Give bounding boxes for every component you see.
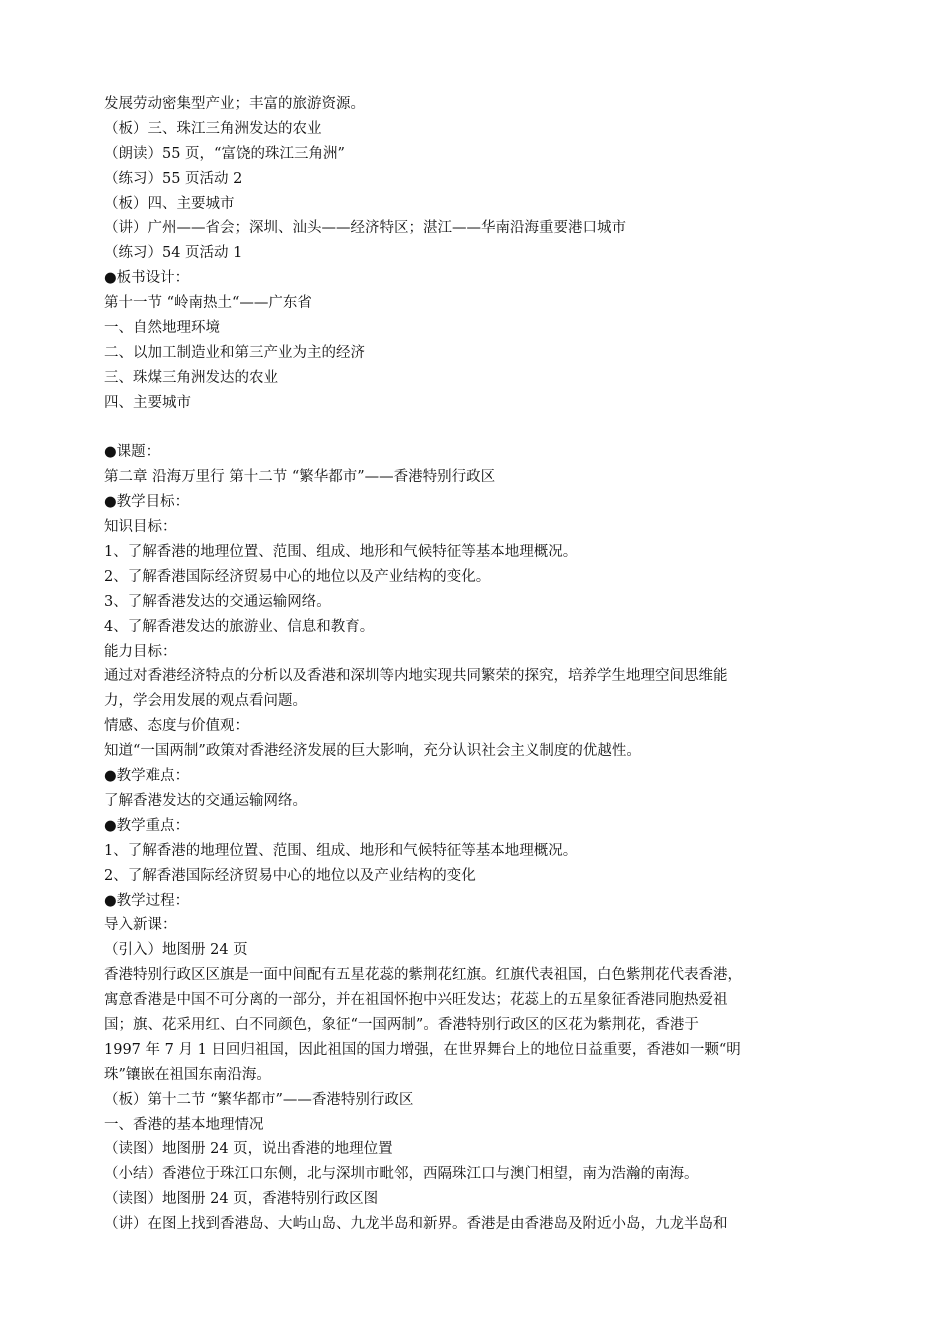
text-line: （读图）地图册 24 页，说出香港的地理位置: [104, 1141, 393, 1158]
blank-line: [104, 416, 849, 441]
section-heading: ●教学目标：: [104, 494, 190, 511]
text-line: 第十一节 “岭南热土“——广东省: [104, 295, 312, 312]
text-line: 了解香港发达的交通运输网络。: [104, 792, 307, 809]
section-heading: ●教学重点：: [104, 817, 190, 834]
text-line: （讲）广州——省会；深圳、汕头——经济特区；湛江——华南沿海重要港口城市: [104, 220, 626, 237]
section-heading: ●教学过程：: [104, 892, 190, 909]
text-line: 通过对香港经济特点的分析以及香港和深圳等内地实现共同繁荣的探究，培养学生地理空间思维能: [104, 668, 728, 685]
text-line: （小结）香港位于珠江口东侧，北与深圳市毗邻，西隔珠江口与澳门相望，南为浩瀚的南海。: [104, 1166, 699, 1183]
text-line: 能力目标：: [104, 643, 177, 660]
text-line: 导入新课：: [104, 917, 177, 934]
text-line: 珠”镶嵌在祖国东南沿海。: [104, 1066, 271, 1083]
text-line: （练习）54 页活动 1: [104, 245, 243, 262]
text-line: （板）四、主要城市: [104, 195, 235, 212]
text-line: 4、了解香港发达的旅游业、信息和教育。: [104, 618, 375, 635]
text-line: 力，学会用发展的观点看问题。: [104, 693, 307, 710]
text-line: 一、香港的基本地理情况: [104, 1116, 264, 1133]
text-line: （读图）地图册 24 页，香港特别行政区图: [104, 1191, 379, 1208]
text-line: 1997 年 7 月 1 日回归祖国，因此祖国的国力增强，在世界舞台上的地位日益重要，香港如一颗“明: [104, 1041, 741, 1058]
document-page: [104, 92, 849, 1237]
text-line: 3、了解香港发达的交通运输网络。: [104, 593, 331, 610]
text-line: （板）三、珠江三角洲发达的农业: [104, 120, 322, 137]
text-line: （朗读）55 页，“富饶的珠江三角洲”: [104, 145, 345, 162]
text-line: （讲）在图上找到香港岛、大屿山岛、九龙半岛和新界。香港是由香港岛及附近小岛，九龙半岛和: [104, 1216, 728, 1233]
text-line: （板）第十二节 “繁华都市”——香港特别行政区: [104, 1091, 414, 1108]
text-line: 寓意香港是中国不可分离的一部分，并在祖国怀抱中兴旺发达；花蕊上的五星象征香港同胞热爱祖: [104, 992, 728, 1009]
text-line: 发展劳动密集型产业；丰富的旅游资源。: [104, 96, 365, 112]
text-line: （练习）55 页活动 2: [104, 170, 243, 187]
text-line: 1、了解香港的地理位置、范围、组成、地形和气候特征等基本地理概况。: [104, 842, 578, 859]
text-line: （引入）地图册 24 页: [104, 942, 248, 959]
text-line: 第二章 沿海万里行 第十二节 “繁华都市”——香港特别行政区: [104, 469, 496, 486]
text-line: 一、自然地理环境: [104, 320, 220, 337]
section-heading: ●课题：: [104, 444, 161, 461]
text-line: 三、珠煤三角洲发达的农业: [104, 369, 278, 386]
text-line: 香港特别行政区区旗是一面中间配有五星花蕊的紫荆花红旗。红旗代表祖国，白色紫荆花代表香港，: [104, 967, 742, 984]
section-heading: ●教学难点：: [104, 768, 190, 785]
text-line: 情感、态度与价值观：: [104, 718, 249, 735]
text-line: 1、了解香港的地理位置、范围、组成、地形和气候特征等基本地理概况。: [104, 544, 578, 561]
text-line: 2、了解香港国际经济贸易中心的地位以及产业结构的变化: [104, 867, 476, 884]
text-line: 国；旗、花采用红、白不同颜色，象征“一国两制”。香港特别行政区的区花为紫荆花，香港于: [104, 1016, 699, 1033]
section-heading: ●板书设计：: [104, 270, 190, 287]
text-line: 知道“一国两制”政策对香港经济发展的巨大影响，充分认识社会主义制度的优越性。: [104, 743, 641, 760]
text-line: 2、了解香港国际经济贸易中心的地位以及产业结构的变化。: [104, 568, 491, 585]
text-line: 二、以加工制造业和第三产业为主的经济: [104, 344, 365, 361]
text-line: 四、主要城市: [104, 394, 191, 411]
text-line: 知识目标：: [104, 519, 177, 536]
